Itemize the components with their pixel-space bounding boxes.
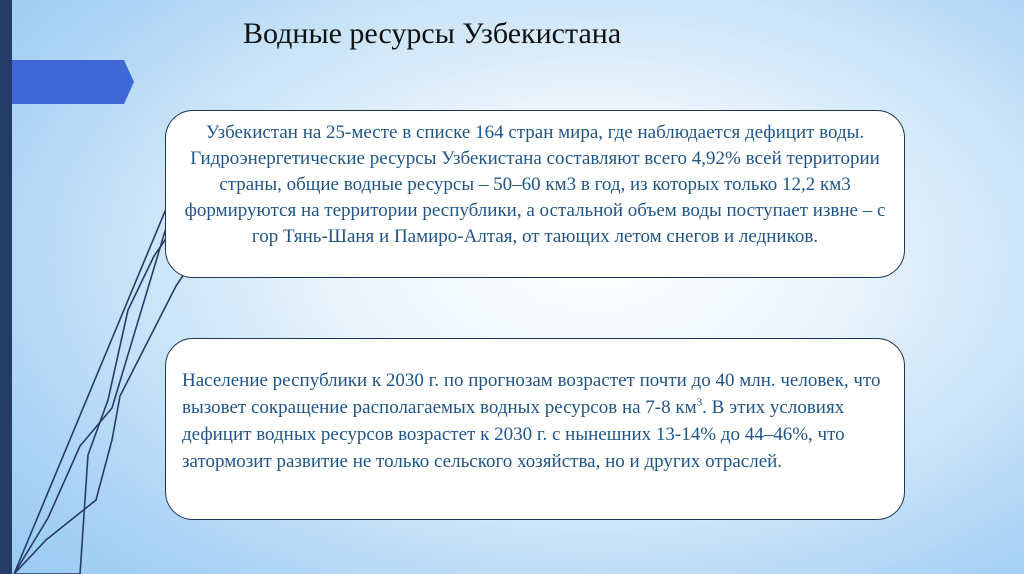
accent-arrow-shape <box>12 60 134 104</box>
slide-title: Водные ресурсы Узбекистана <box>243 17 622 50</box>
info-box-water-resources-text: Узбекистан на 25-месте в списке 164 стран мира, где наблюдается дефицит воды. Гидроэнергетические ресурсы Узбекистана составляют всего 4,92% всей территории страны, общие водные ресурсы – 50–60 км3 в год, из которых только 12,2 км3 формируются на территории республики, а остальной объем воды поступает извне – с гор Тянь-Шаня и Памиро-Алтая, от тающих летом снегов и ледников. <box>184 122 886 247</box>
forecast-superscript: 3 <box>696 396 703 409</box>
forecast-text-part1: Население республики к 2030 г. по прогнозам возрастет почти до 40 млн. человек, что вызовет сокращение располагаемых водных ресурсов на 7-8 км <box>182 370 881 418</box>
info-box-population-forecast-text <box>182 367 892 475</box>
forecast-text-part2: . В этих условиях дефицит водных ресурсов возрастет к 2030 г. с нынешних 13-14% до 44–46%, что затормозит развитие не только сельского хозяйства, но и других отраслей. <box>182 397 845 472</box>
